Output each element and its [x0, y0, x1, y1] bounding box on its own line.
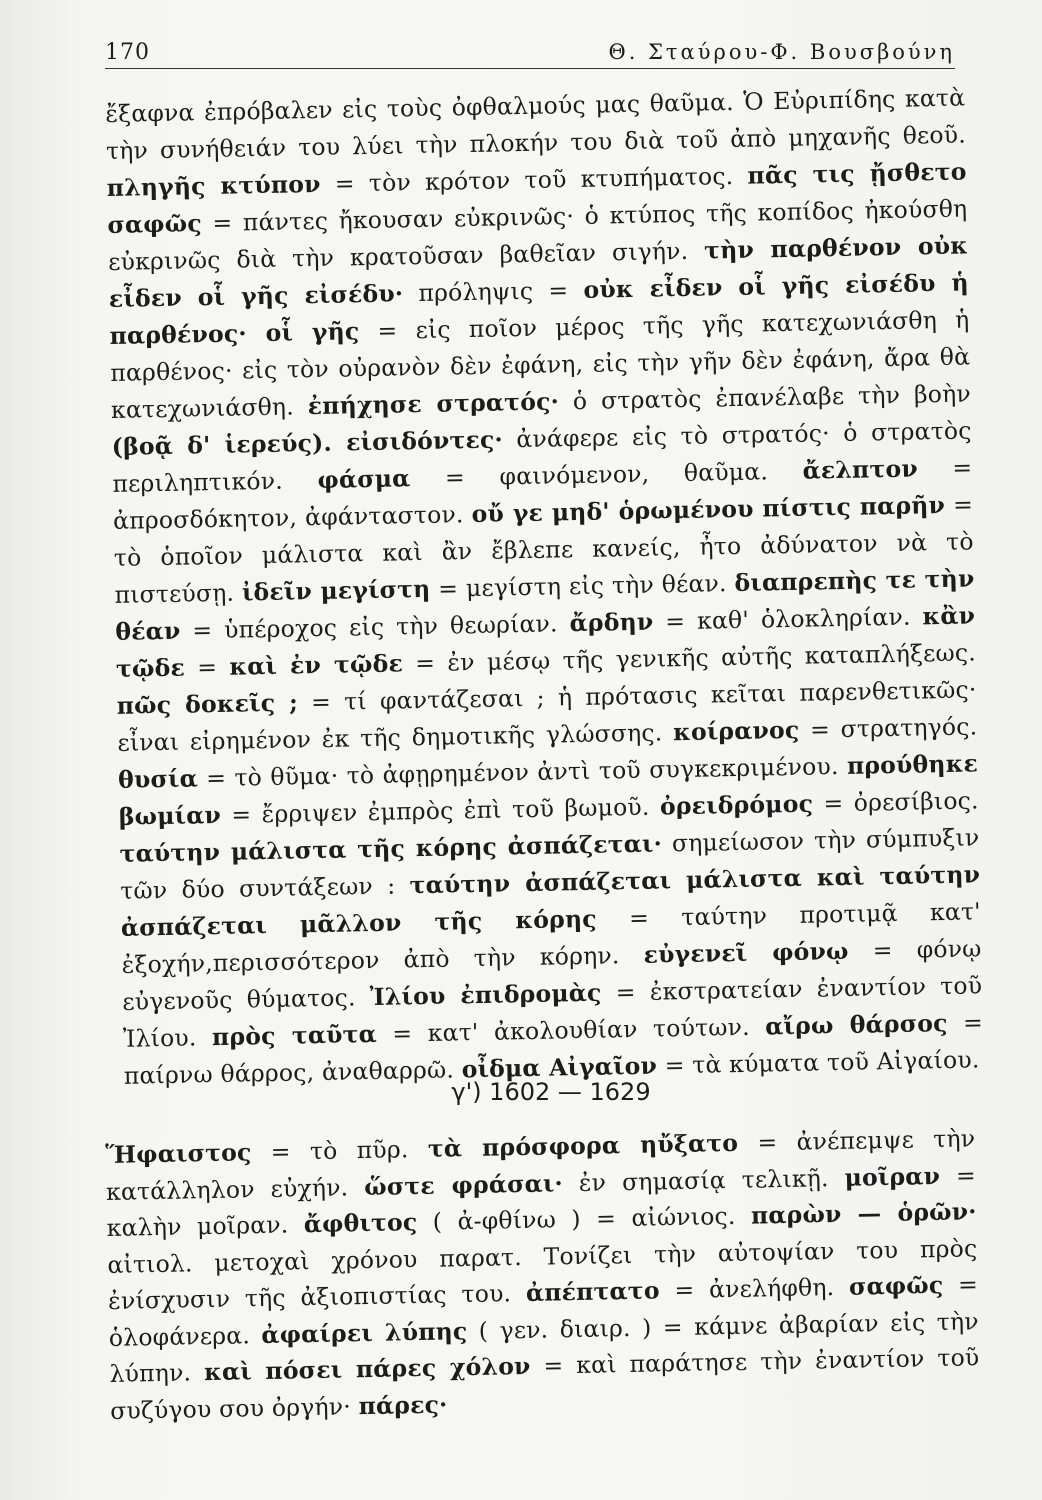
gloss-text: = τὸ πῦρ. [251, 1134, 429, 1167]
gloss-text: = ἀνέπεμψε τὴν κατάλληλον εὐχήν. [105, 1124, 976, 1206]
gloss-text: αἰτιολ. μετοχαὶ χρόνου παρατ. Τονίζει τὴν αὐτοψίαν του πρὸς ἐνίσχυσιν τῆς ἀξιοπιστίας του. [107, 1233, 978, 1315]
gloss-text: = τὸ ὁποῖον μάλιστα καὶ ἂν ἔβλεπε κανείς, ἦτο ἀδύνατον νὰ τὸ πιστεύσῃ. [113, 490, 974, 609]
lemma-term: ἄελπτον [802, 454, 919, 485]
lemma-term: εὐγενεῖ φόνῳ [643, 936, 849, 969]
lemma-term: προύθηκε βωμίαν [118, 749, 979, 831]
gloss-text: = καὶ παράτησε τὴν ἐναντίον τοῦ συζύγου σου ὀργήν· [109, 1343, 980, 1425]
gloss-text: = τὸν κρότον τοῦ κτυπήματος. [320, 161, 748, 198]
lemma-term: ὥστε φράσαι· [363, 1168, 564, 1201]
lemma-term: οἶδμα Αἰγαῖον [461, 1051, 658, 1084]
gloss-text: = τὰ κύματα τοῦ Αἰγαίου. [656, 1045, 980, 1080]
gloss-text: = ταύτην προτιμᾷ κατ' ἐξοχήν,περισσότερον ἀπὸ τὴν κόρην. [121, 897, 982, 979]
lemma-term: πῶς δοκεῖς ; [116, 688, 299, 720]
gloss-text: = τὸ θῦμα· τὸ ἀφῃρημένον ἀντὶ τοῦ συγκεκριμένου. [197, 751, 848, 793]
lemma-term: πληγῆς κτύπον [106, 169, 321, 202]
gloss-text: = ὁλοφάνερα. [108, 1270, 979, 1352]
gloss-text: ἔξαφνα ἐπρόβαλεν εἰς τοὺς ὀφθαλμούς μας θαῦμα. Ὁ Εὐριπίδης κατὰ τὴν συνήθειάν του λύει τὴν πλοκήν του διὰ τοῦ ἀπὸ μηχανῆς θεοῦ. [105, 83, 967, 165]
gloss-text: = ἀπροσδόκητον, ἀφάνταστον. [112, 453, 973, 535]
lemma-term: ἰδεῖν μεγίστη [241, 574, 431, 607]
lemma-term: ἄρδην [569, 607, 654, 638]
running-head: Θ. Σταύρου-Φ. Βουσβούνη [608, 40, 955, 64]
page-header [105, 38, 955, 69]
gloss-text: πρόληψις = [402, 275, 584, 308]
gloss-text: ( γεν. διαιρ. ) = κάμνε ἀβαρίαν εἰς τὴν λύπην. [109, 1306, 979, 1388]
gloss-text: ἀνάφερε εἰς τὸ στρατός· ὁ στρατὸς περιληπτικόν. [112, 416, 972, 498]
commentary-paragraph-2 [105, 1120, 980, 1429]
lemma-term: ταύτην μάλιστα τῆς κόρης ἀσπάζεται· [119, 829, 663, 868]
commentary-section-1 [105, 79, 984, 1094]
gloss-text: = ἐκστρατείαν ἐναντίον τοῦ Ἰλίου. [122, 971, 983, 1053]
lemma-term: καὶ ἐν τῷδε [229, 649, 404, 681]
lemma-term: τὰ πρόσφορα ηὔξατο [427, 1128, 739, 1163]
gloss-text: ὁ στρατὸς ἐπανέλαβε τὴν βοὴν [558, 379, 972, 416]
lemma-term: ἐπήχησε στρατός· [307, 387, 560, 421]
lemma-term: ἄφθιτος [303, 1208, 418, 1239]
lemma-term: φάσμα [317, 464, 411, 494]
lemma-term: (βοᾷ δ' ἱερεύς). εἰσιδόντες· [111, 425, 504, 461]
commentary-paragraph-1 [105, 79, 984, 1094]
lemma-term: ἀπέπτατο [525, 1276, 660, 1307]
gloss-text: = ἔρριψεν ἐμπρὸς ἐπὶ τοῦ βωμοῦ. [220, 792, 661, 829]
lemma-term: Ἥφαιστος [105, 1138, 252, 1169]
lemma-term: οὐκ εἶδεν οἷ γῆς εἰσέδυ ἡ παρθένος· οἷ γῆς [109, 268, 970, 350]
lemma-term: κἂν τῷδε [115, 601, 976, 683]
gloss-text: = ὑπέροχος εἰς τὴν θεωρίαν. [180, 609, 570, 645]
lemma-term: καὶ πόσει πάρες χόλον [203, 1351, 531, 1387]
gloss-text: σημείωσον τὴν σύμπυξιν τῶν δύο συντάξεων : [119, 823, 980, 905]
gloss-text: = καθ' ὁλοκληρίαν. [653, 602, 923, 636]
gloss-text: = φαινόμενον, θαῦμα. [410, 456, 803, 493]
commentary-section-2 [105, 1120, 980, 1429]
page-number: 170 [105, 40, 150, 65]
lemma-term: διαπρεπὴς τε τὴν θέαν [115, 564, 975, 646]
gloss-text: = [184, 652, 230, 682]
lemma-term: σαφῶς [848, 1270, 944, 1301]
gloss-text: = καλὴν μοῖραν. [106, 1160, 977, 1242]
gloss-text: = μεγίστη εἰς τὴν θέαν. [430, 569, 735, 603]
lemma-term: κοίρανος [672, 715, 800, 747]
gloss-text: = στρατηγός. [799, 712, 978, 744]
gloss-text: = εἰς ποῖον μέρος τῆς γῆς κατεχωνιάσθη ἡ παρθένος· εἰς τὸν οὐρανὸν δὲν ἐφάνη, εἰς τὴν γῆν δὲν ἐφάνη, ἄρα θὰ κατεχωνιάσθη. [110, 305, 971, 424]
lemma-term: πρὸς ταῦτα [211, 1019, 378, 1052]
gloss-text: = ἐν μέσῳ τῆς γενικῆς αὐτῆς καταπλήξεως. [402, 638, 977, 678]
lemma-term: αἴρω θάρσος [764, 1008, 948, 1041]
lemma-term: θυσία [117, 764, 199, 794]
lemma-term: πᾶς τις ᾔσθετο σαφῶς [107, 157, 967, 239]
gloss-text: ἐν σημασίᾳ τελικῇ. [562, 1163, 845, 1197]
lemma-term: οὔ γε μηδ' ὁρωμένου πίστις παρῆν [471, 490, 946, 529]
gloss-text: = ἀνελήφθη. [659, 1272, 850, 1305]
lemma-term: ὀρειδρόμος [659, 789, 814, 821]
gloss-text: = κατ' ἀκολουθίαν τούτων. [376, 1012, 766, 1048]
gloss-text: ( ἀ-φθίνω ) = αἰώνιος. [417, 1201, 752, 1237]
lemma-term: πάρες· [358, 1389, 448, 1420]
lemma-term: παρὼν — ὁρῶν· [750, 1197, 977, 1230]
gloss-text: = φόνῳ εὐγενοῦς θύματος. [122, 934, 982, 1016]
lemma-term: Ἰλίου ἐπιδρομὰς [369, 978, 602, 1012]
lemma-term: ταύτην ἀσπάζεται μάλιστα καὶ ταύτην ἀσπάζεται μᾶλλον τῆς κόρης [120, 860, 981, 942]
section-heading: γ') 1602 — 1629 [451, 1078, 651, 1106]
gloss-text: = ὀρεσίβιος. [812, 786, 979, 818]
lemma-term: ἀφαίρει λύπης [261, 1316, 468, 1349]
gloss-text: = τί φαντάζεσαι ; ἡ πρότασις κεῖται παρενθετικῶς· εἶναι εἰρημένον ἐκ τῆς δημοτικῆς γλώσσης. [117, 675, 977, 757]
gloss-text: = παίρνω θάρρος, ἀναθαρρῶ. [123, 1008, 984, 1090]
lemma-term: τὴν παρθένον οὐκ εἶδεν οἷ γῆς εἰσέδυ· [108, 231, 969, 313]
gloss-text: = πάντες ἤκουσαν εὐκρινῶς· ὁ κτύπος τῆς κοπίδος ἠκούσθη εὐκρινῶς διὰ τὴν κρατοῦσαν βαθεῖαν σιγήν. [107, 194, 968, 276]
lemma-term: μοῖραν [844, 1161, 941, 1192]
